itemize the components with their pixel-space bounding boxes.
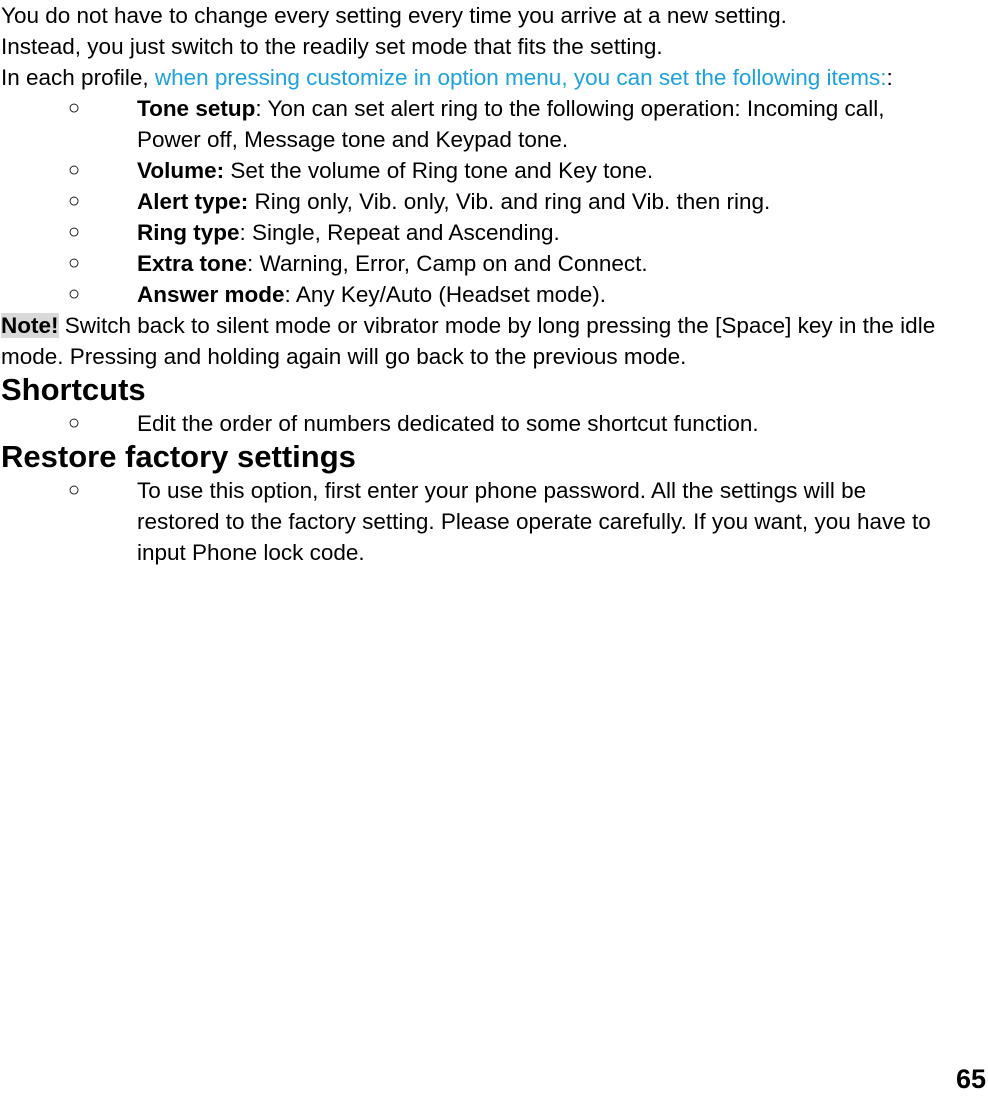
intro-line-3-prefix: In each profile, (1, 65, 155, 90)
list-item (0, 93, 988, 155)
item-sep: : (247, 251, 260, 276)
bullet-icon: ○ (68, 190, 81, 212)
item-term: Tone setup (137, 96, 256, 121)
item-text: Edit the order of numbers dedicated to some shortcut function. (137, 411, 759, 436)
intro-paragraph (0, 0, 988, 93)
item-text: To use this option, first enter your phone password. All the settings will be restored to the factory setting. Please operate carefully. If you want, you have to input Phone lock code. (137, 478, 931, 565)
shortcuts-list (0, 408, 988, 439)
note-text: Switch back to silent mode or vibrator mode by long pressing the [Space] key in the idle mode. Pressing and holding again will go back to the previous mode. (1, 313, 936, 369)
item-sep: : (255, 96, 268, 121)
list-item (0, 279, 988, 310)
customize-instruction-text: when pressing customize in option menu, you can set the following items: (154, 65, 887, 90)
item-text: Single, Repeat and Ascending. (252, 220, 560, 245)
intro-line-3-suffix: : (886, 65, 893, 90)
bullet-icon: ○ (68, 479, 81, 501)
intro-line-1: You do not have to change every setting every time you arrive at a new setting. (1, 3, 787, 28)
item-term: Alert type: (137, 189, 249, 214)
item-term: Volume: (137, 158, 225, 183)
intro-line-2: Instead, you just switch to the readily set mode that fits the setting. (1, 34, 663, 59)
bullet-icon: ○ (68, 97, 81, 119)
item-text: Any Key/Auto (Headset mode). (295, 282, 606, 307)
item-sep: : (284, 282, 296, 307)
list-item (0, 475, 988, 568)
item-term: Ring type (137, 220, 240, 245)
item-text: Ring only, Vib. only, Vib. and ring and Vib. then ring. (254, 189, 771, 214)
list-item (0, 217, 988, 248)
page-number: 65 (955, 1064, 986, 1094)
bullet-icon: ○ (68, 283, 81, 305)
bullet-icon: ○ (68, 412, 81, 434)
item-text: Set the volume of Ring tone and Key tone. (230, 158, 654, 183)
list-item (0, 408, 988, 439)
bullet-icon: ○ (68, 159, 81, 181)
list-item (0, 248, 988, 279)
item-sep: : (239, 220, 253, 245)
profile-settings-list (0, 93, 988, 310)
list-item (0, 155, 988, 186)
item-term: Extra tone (137, 251, 248, 276)
note-label: Note! (1, 313, 59, 338)
item-text: Warning, Error, Camp on and Connect. (259, 251, 648, 276)
bullet-icon: ○ (68, 252, 81, 274)
item-term: Answer mode (137, 282, 285, 307)
bullet-icon: ○ (68, 221, 81, 243)
shortcuts-heading: Shortcuts (1, 372, 146, 407)
intro-line-3 (1, 62, 988, 93)
item-text: Yon can set alert ring to the following operation: Incoming call, Power off, Message tone and Keypad tone. (137, 96, 885, 152)
list-item (0, 186, 988, 217)
note-paragraph (0, 310, 988, 372)
restore-factory-settings-heading: Restore factory settings (1, 439, 356, 474)
restore-list (0, 475, 988, 568)
